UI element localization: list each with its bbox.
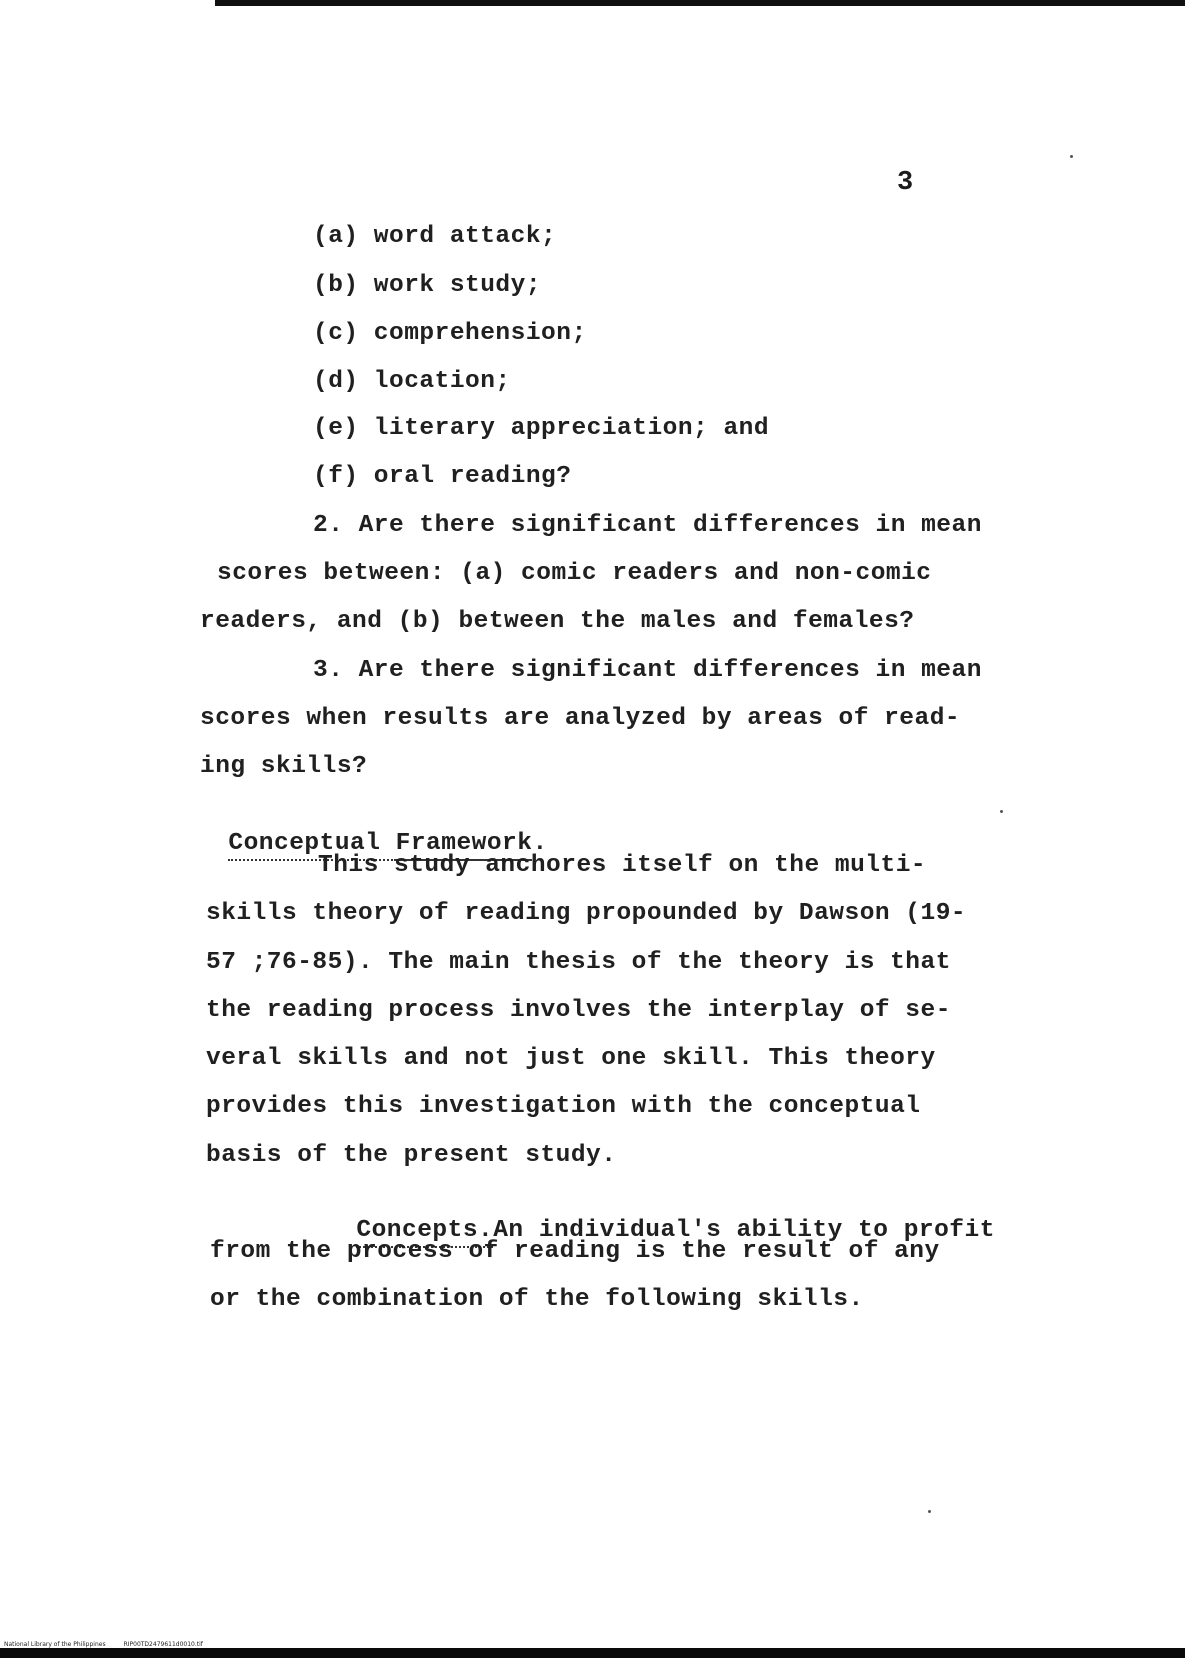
concepts-first-line-text: An individual's ability to profit (493, 1217, 995, 1244)
concepts-paragraph-line: or the combination of the following skills. (210, 1286, 864, 1313)
scan-speck (1070, 155, 1073, 158)
framework-paragraph-line: the reading process involves the interplay of se- (206, 997, 951, 1024)
heading-period: . (532, 830, 548, 857)
list-item-b: (b) work study; (313, 272, 542, 299)
framework-paragraph-line: veral skills and not just one skill. This theory (206, 1045, 936, 1072)
framework-paragraph-line: This study anchores itself on the multi- (318, 852, 927, 879)
scan-speck (928, 1510, 931, 1513)
concepts-paragraph-line: from the process of reading is the result of any (210, 1238, 940, 1265)
framework-paragraph-line: 57 ;76-85). The main thesis of the theory is that (206, 949, 951, 976)
section-heading-conceptual-framework (198, 803, 548, 857)
top-border-rule (215, 0, 1185, 6)
concepts-paragraph-line (326, 1190, 995, 1244)
footer-filename: RIP00TD2479611d0010.tif (123, 1641, 203, 1648)
question3-line: 3. Are there significant differences in mean (313, 657, 982, 684)
page-number: 3 (897, 168, 914, 198)
bottom-border-bar (0, 1648, 1185, 1658)
list-item-f: (f) oral reading? (313, 463, 572, 490)
question2-line: 2. Are there significant differences in mean (313, 512, 982, 539)
list-item-e: (e) literary appreciation; and (313, 415, 770, 442)
framework-paragraph-line: provides this investigation with the conceptual (206, 1093, 921, 1120)
list-item-c: (c) comprehension; (313, 320, 587, 347)
question2-line: readers, and (b) between the males and females? (200, 608, 915, 635)
question3-line: scores when results are analyzed by areas of read- (200, 705, 961, 732)
question3-line: ing skills? (200, 753, 368, 780)
concepts-heading: Concepts. (356, 1217, 493, 1248)
scan-footer-text (4, 1641, 221, 1648)
framework-paragraph-line: basis of the present study. (206, 1142, 617, 1169)
scan-speck (1000, 810, 1003, 813)
framework-paragraph-line: skills theory of reading propounded by Dawson (19- (206, 900, 967, 927)
list-item-d: (d) location; (313, 368, 511, 395)
footer-library: National Library of the Philippines (4, 1641, 106, 1648)
heading-part-framework: Framework (396, 830, 533, 861)
heading-part-conceptual: Conceptual (228, 830, 395, 861)
list-item-a: (a) word attack; (313, 223, 557, 250)
question2-line: scores between: (a) comic readers and non-comic (217, 560, 932, 587)
